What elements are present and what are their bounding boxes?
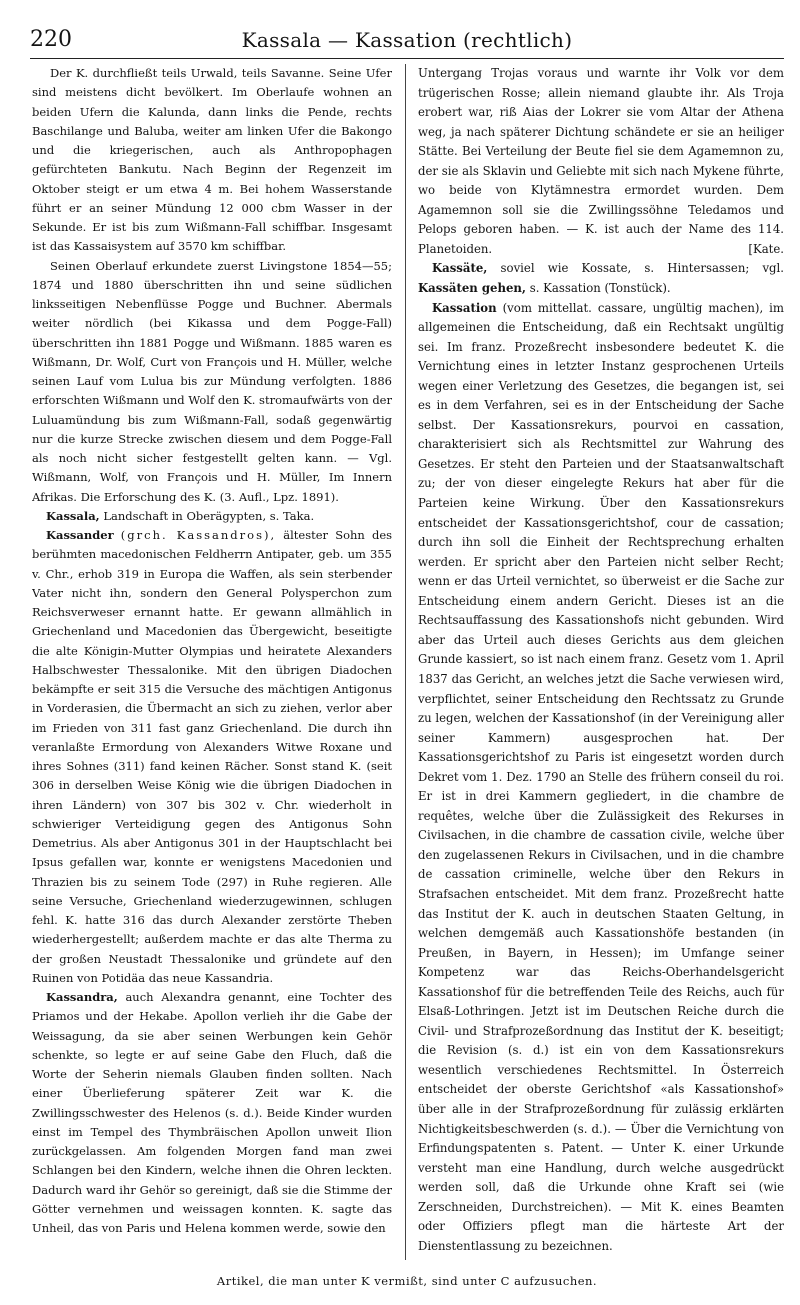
header-rule [30,58,784,59]
headword-kassala: Kassala, [46,508,100,523]
left-column [32,64,392,1264]
headword-kassation: Kassation [432,300,497,315]
headword-kassaeten: Kassäte, [432,261,488,276]
kassai-paragraph-1: Der K. durchfließt teils Urwald, teils Savanne. Seine Ufer sind meistens dicht bevölkert. Im Oberlaufe wohnen an beiden Ufern die Kalunda, dann links die Pende, rechts Baschilange und Baluba, weiter am linken Ufer die Bakongo und die kriegerischen, auch als Anthropophagen gefürchteten Bankutu. Nach Beginn der Regenzeit im Oktober steigt er um etwa 4 m. Bei hohem Wasserstande führt er an seiner Mündung 12 000 cbm Wasser in der Sekunde. Er ist bis zum Wißmann-Fall schiffbar. Insgesamt ist das Kassaisystem auf 3570 km schiffbar. [32,66,392,254]
entry-kassandra-text: auch Alexandra genannt, eine Tochter des Priamos und der Hekabe. Apollon verlieh ihr die Gabe der Weissagung, da sie aber seinen Werbungen kein Gehör schenkte, so legte er auf seine Gabe den Fluch, daß die Worte der Seherin niemals Glauben finden sollten. Nach einer Überlieferung späterer Zeit war K. die Zwillingsschwester des Helenos (s. d.). Beide Kinder wurden einst im Tempel des Thymbräischen Apollon unweit Ilion zurückgelassen. Am folgenden Morgen fand man zwei Schlangen bei den Kindern, welche ihnen die Ohren leckten. Dadurch ward ihr Gehör so gereinigt, daß sie die Stimme der Götter vernehmen und weissagen konnten. K. sagte das Unheil, das von Paris und Helena kommen werde, sowie den [32,990,392,1235]
entry-kassation-text: (vom mittellat. cassare, ungültig machen), im allgemeinen die Entscheidung, daß ein Rechtsakt ungültig sei. Im franz. Prozeßrecht insbesondere bedeutet K. die Vernichtung eines in letzter Instanz gesprochenen Urteils wegen einer Verletzung des Gesetzes, die begangen ist, sei es in dem Verfahren, sei es in der Entscheidung der Sache selbst. Der Kassationsrekurs, pourvoi en cassation, charakterisiert sich als Rechtsmittel zur Wahrung des Gesetzes. Er steht den Parteien und der Staatsanwaltschaft zu; der von dieser eingelegte Rekurs hat aber für die Parteien keine Wirkung. Über den Kassationsrekurs entscheidet der Kassationsgerichtshof, cour de cassation; durch ihn soll die Einheit der Rechtsprechung erhalten werden. Er spricht aber den Parteien nicht selber Recht; wenn er das Urteil vernichtet, so überweist er die Sache zur Entscheidung einem andern Gericht. Dieses ist an die Rechtsauffassung des Kassationshofs nicht gebunden. Wird aber das Urteil auch dieses Gerichts aus dem gleichen Grunde kassiert, so ist nach einem franz. Gesetz vom 1. April 1837 das Gericht, an welches jetzt die Sache verwiesen wird, verpflichtet, seiner Entscheidung den Rechtssatz zu Grunde zu legen, welchen der Kassationshof (in der Vereinigung aller seiner Kammern) ausgesprochen hat. Der Kassationsgerichtshof zu Paris ist eingesetzt worden durch Dekret vom 1. Dez. 1790 an Stelle des frühern conseil du roi. Er ist in drei Kammern gegliedert, in die chambre de requêtes, welche über die Zulässigkeit des Rekurses in Civilsachen, in die chambre de cassation civile, welche über den zugelassenen Rekurs in Civilsachen, und in die chambre de cassation criminelle, welche über den Rekurs in Strafsachen entscheidet. Mit dem franz. Prozeßrecht hatte das Institut der K. auch in deutschen Staaten Geltung, in welchen demgemäß auch Kassationshöfe bestanden (in Preußen, in Bayern, in Hessen); im Umfange seiner Kompetenz war das Reichs-Oberhandelsgericht Kassationshof für die betreffenden Teile des Reichs, auch für Elsaß-Lothringen. Jetzt ist im Deutschen Reiche durch die Civil- und Strafprozeßordnung das Institut der K. beseitigt; die Revision (s. d.) ist ein von dem Kassationsrekurs wesentlich verschiedenes Rechtsmittel. In Österreich entscheidet der oberste Gerichtshof «als Kassationshof» über alle in der Strafprozeßordnung für zulässig erklärten Nichtigkeitsbeschwerden (s. d.). — Über die Vernichtung von Erfindungspatenten s. Patent. — Unter K. einer Urkunde versteht man eine Handlung, durch welche ausgedrückt werden soll, daß die Urkunde ohne Kraft sei (wie Zerschneiden, Durchstreichen). — Mit K. eines Beamten oder Offiziers pflegt man die härteste Art der Dienstentlassung zu bezeichnen. [418,300,784,1253]
headword-kassandra: Kassandra, [46,990,118,1004]
kassandra-continuation [418,64,784,259]
page-footer-note: Artikel, die man unter K vermißt, sind unter C aufzusuchen. [216,1274,598,1288]
headword-kassander: Kassander [46,528,114,542]
kassandra-continuation-text: Untergang Trojas voraus und warnte ihr Volk vor dem trügerischen Rosse; allein niemand glaubte ihr. Als Troja erobert war, riß Aias der Lokrer sie vom Altar der Athena weg, ja nach späterer Dichtung schändete er sie an heiliger Stätte. Bei Verteilung der Beute fiel sie dem Agamemnon zu, der sie als Sklavin und Geliebte mit sich nach Mykene führte, wo beide von Klytämnestra ermordet wurden. Dem Agamemnon soll sie die Zwillingssöhne Teledamos und Pelops geboren haben. — K. ist auch der Name des 114. Planetoiden. [418,66,784,256]
column-divider [405,64,406,1260]
kassander-greek-form: (grch. Kassandros), [120,528,277,542]
entry-kassandra [32,988,392,1238]
entry-kassander [32,526,392,988]
entry-kassander-text: ältester Sohn des berühmten macedonischen Feldherrn Antipater, geb. um 355 v. Chr., erhob 319 in Europa die Waffen, als sein sterbender Vater nicht ihn, sondern den General Polysperchon zum Reichsverweser ernannt hatte. Er gewann allmählich in Griechenland und Macedonien das Übergewicht, beseitigte die alte Königin-Mutter Olympias und heiratete Alexanders Halbschwester Thessalonike. Mit den übrigen Diadochen bekämpfte er seit 315 die Versuche des mächtigen Antigonus in Vorderasien, die Übermacht an sich zu ziehen, verlor aber im Frieden von 311 fast ganz Griechenland. Die durch ihn veranlaßte Ermordung von Alexanders Witwe Roxane und ihres Sohnes (311) fand keinen Rächer. Sonst stand K. (seit 306 in derselben Weise König wie die übrigen Diadochen in ihren Ländern) von 307 bis 302 v. Chr. wiederholt in schwieriger Verteidigung gegen des Antigonus Sohn Demetrius. Als aber Antigonus 301 in der Hauptschlacht bei Ipsus gefallen war, konnte er wenigstens Macedonien und Thrazien bis zu seinem Tode (297) in Ruhe regieren. Alle seine Versuche, Griechenland wiederzugewinnen, schlugen fehl. K. hatte 316 das durch Alexander zerstörte Theben wiederhergestellt; außerdem machte er das alte Therma zu der großen Neustadt Thessalonike und gründete auf den Ruinen von Potidäa das neue Kassandria. [32,528,392,985]
right-column [418,64,784,1264]
page-header [30,22,784,58]
entry-kassala-text: Landschaft in Oberägypten, s. Taka. [99,508,315,523]
entry-kassala [32,507,392,526]
entry-kassaeten-gehen-text: s. Kassation (Tonstück). [525,281,671,296]
page-number: 220 [30,27,72,52]
entry-kassaeten [418,259,784,298]
page-title: Kassala — Kassation (rechtlich) [241,28,573,52]
cross-reference-kate: [Kate. [748,241,784,256]
headword-kassaeten-gehen: Kassäten gehen, [418,281,526,296]
entry-kassaeten-text: soviel wie Kossate, s. Hintersassen; vgl. [487,261,784,276]
kassai-paragraph-2: Seinen Oberlauf erkundete zuerst Livingstone 1854—55; 1874 und 1880 überschritten ihn und seine südlichen linksseitigen Nebenflüsse Pogge und Buchner. Abermals weiter nördlich (bei Kikassa und dem Pogge-Fall) überschritten ihn 1881 Pogge und Wißmann. 1885 waren es Wißmann, Dr. Wolf, Curt von François und H. Müller, welche seinen Lauf vom Lulua bis zur Mündung verfolgten. 1886 erforschten Wißmann und Wolf den K. stromaufwärts von der Luluamündung bis zum Wißmann-Fall, sodaß gegenwärtig nur die kurze Strecke zwischen diesem und dem Pogge-Fall als noch nicht sicher festgestellt gelten kann. — Vgl. Wißmann, Wolf, von François und H. Müller, Im Innern Afrikas. Die Erforschung des K. (3. Aufl., Lpz. 1891). [32,258,392,504]
entry-kassation [418,299,784,1257]
